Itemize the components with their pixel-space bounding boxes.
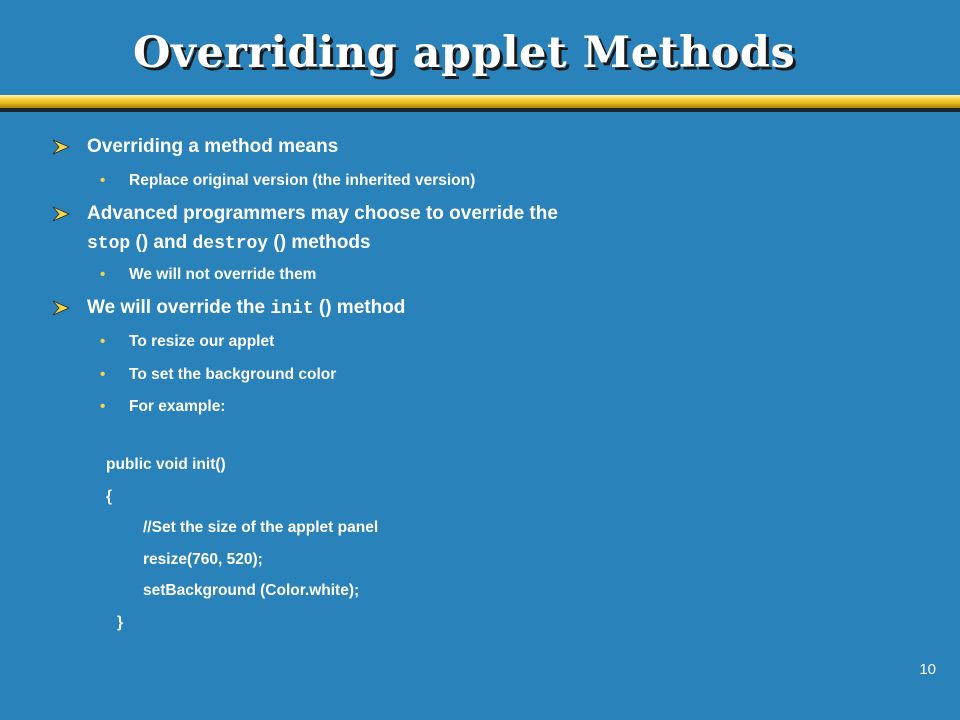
code-line: resize(760, 520); — [143, 551, 263, 568]
code-line: { — [106, 488, 113, 505]
title-bar-gold — [0, 95, 960, 108]
dot-icon: • — [100, 172, 106, 189]
text-prefix: We will override the — [87, 297, 271, 318]
title-underline-bar — [0, 95, 960, 112]
page-number: 10 — [919, 661, 936, 678]
text-methods: () methods — [268, 232, 371, 253]
slide-title: Overriding applet Methods — [133, 28, 796, 78]
arrowhead-icon — [52, 139, 70, 155]
title-bar-shadow — [0, 108, 960, 112]
arrowhead-icon — [52, 300, 70, 316]
code-init: init — [270, 299, 314, 319]
bullet-text: Overriding a method means — [87, 136, 339, 157]
code-line: } — [117, 614, 124, 631]
dot-icon: • — [100, 366, 106, 383]
bullet-text — [87, 296, 405, 321]
sub-bullet-text: To resize our applet — [129, 333, 275, 350]
bullet-text-line1: Advanced programmers may choose to override the — [87, 203, 558, 224]
code-stop: stop — [87, 234, 131, 254]
text-and: () and — [130, 232, 193, 253]
sub-bullet-text: We will not override them — [129, 266, 317, 283]
sub-bullet-text: Replace original version (the inherited version) — [129, 172, 476, 189]
dot-icon: • — [100, 333, 106, 350]
dot-icon: • — [100, 398, 106, 415]
sub-bullet-text: For example: — [129, 398, 226, 415]
bullet-text-line2 — [87, 231, 371, 256]
code-line: //Set the size of the applet panel — [143, 519, 379, 536]
code-line: public void init() — [106, 456, 226, 473]
sub-bullet-text: To set the background color — [129, 366, 337, 383]
text-suffix: () method — [313, 297, 406, 318]
code-destroy: destroy — [192, 234, 269, 254]
code-line: setBackground (Color.white); — [143, 582, 360, 599]
arrowhead-icon — [52, 206, 70, 222]
dot-icon: • — [100, 266, 106, 283]
